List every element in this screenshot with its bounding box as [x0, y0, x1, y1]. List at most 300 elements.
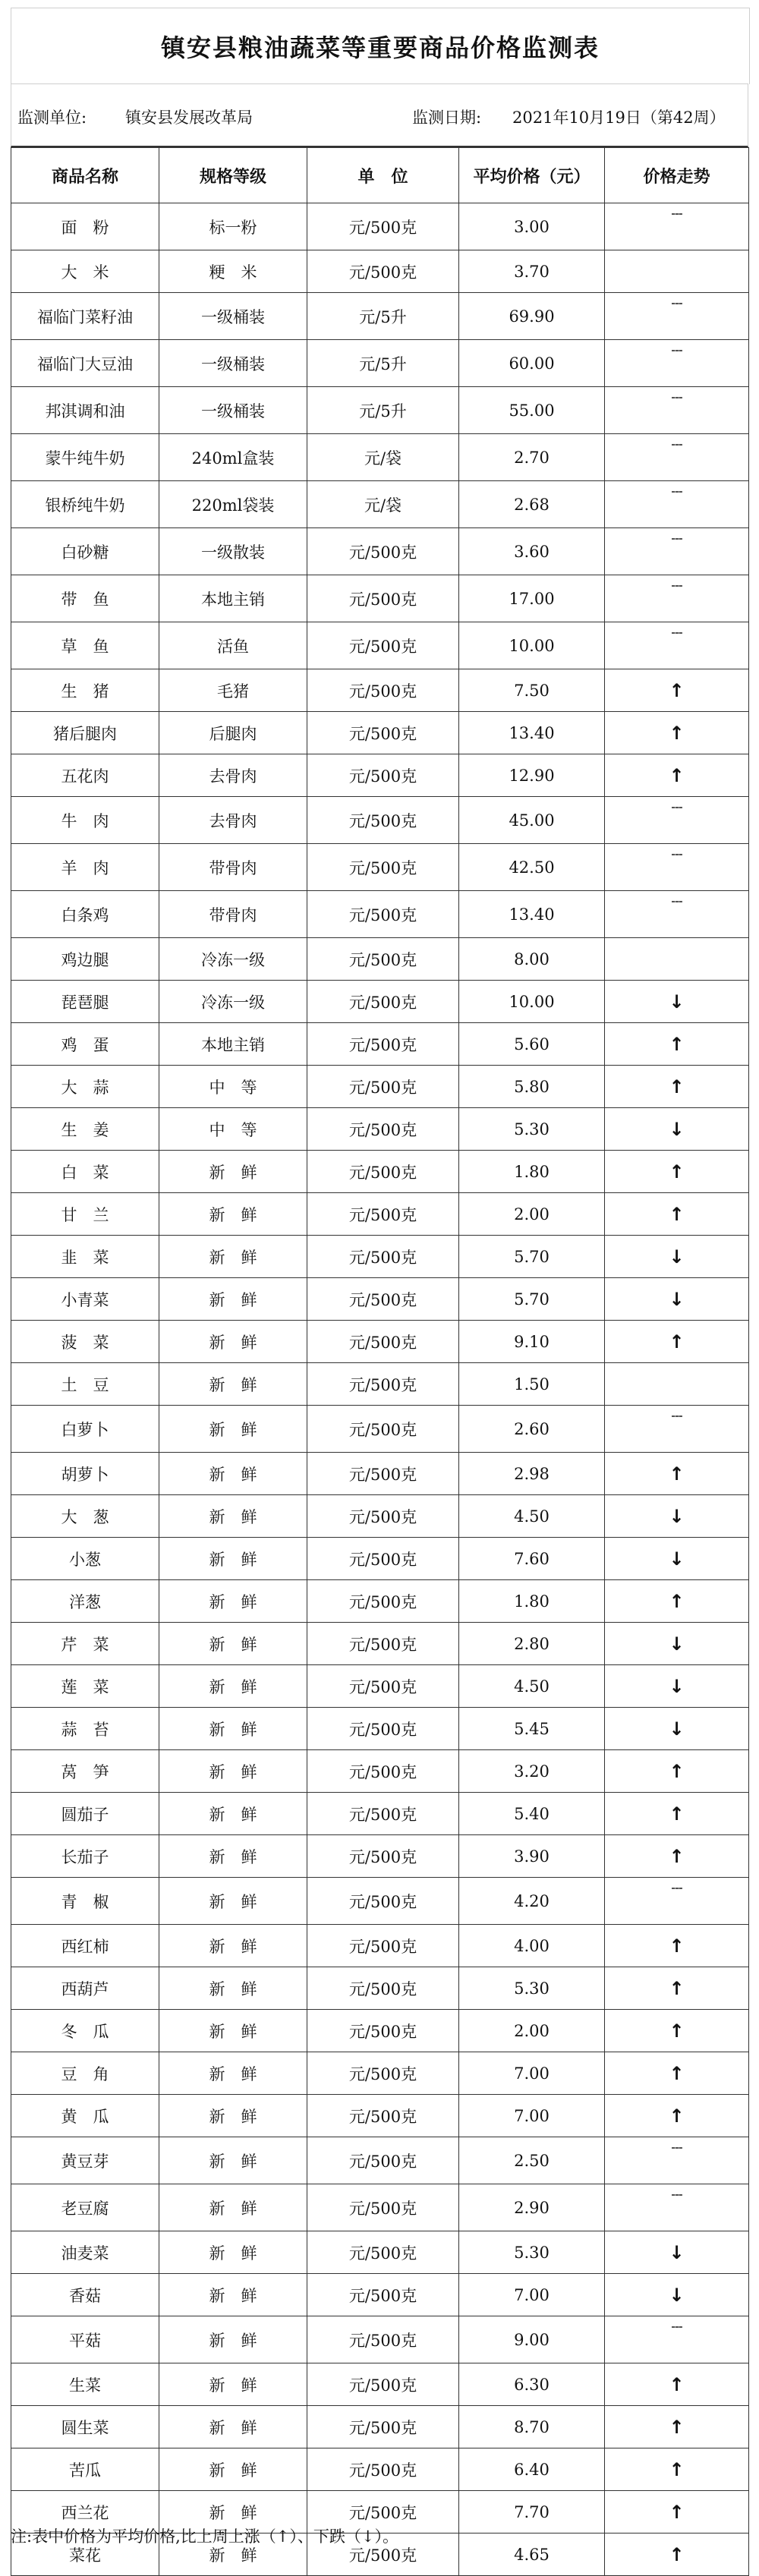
cell-trend: ---: [605, 528, 749, 575]
cell-trend: ↓: [605, 1665, 749, 1708]
table-row: [11, 2184, 749, 2231]
cell-name: 面 粉: [11, 203, 159, 250]
cell-price: 7.00: [459, 2095, 605, 2137]
cell-grade: 新 鲜: [159, 1321, 307, 1363]
cell-trend: ---: [605, 2184, 749, 2231]
cell-price: 7.60: [459, 1538, 605, 1580]
cell-unit: 元/500克: [307, 622, 459, 669]
cell-name: 长茄子: [11, 1835, 159, 1878]
cell-unit: 元/5升: [307, 340, 459, 387]
cell-price: 8.00: [459, 938, 605, 981]
cell-grade: 中 等: [159, 1066, 307, 1108]
cell-grade: 本地主销: [159, 575, 307, 622]
cell-name: 韭 菜: [11, 1236, 159, 1278]
cell-trend: ---: [605, 387, 749, 434]
cell-name: 小葱: [11, 1538, 159, 1580]
cell-name: 大 葱: [11, 1495, 159, 1538]
cell-grade: 冷冻一级: [159, 938, 307, 981]
cell-unit: 元/500克: [307, 891, 459, 938]
cell-unit: 元/500克: [307, 1750, 459, 1793]
cell-unit: 元/500克: [307, 2095, 459, 2137]
table-row: [11, 1193, 749, 1236]
table-row: [11, 575, 749, 622]
cell-trend: ---: [605, 293, 749, 340]
cell-unit: 元/500克: [307, 1878, 459, 1925]
cell-grade: 新 鲜: [159, 1793, 307, 1835]
table-row: [11, 293, 749, 340]
cell-trend: ↓: [605, 2274, 749, 2316]
cell-price: 7.00: [459, 2274, 605, 2316]
cell-unit: 元/500克: [307, 1925, 459, 1967]
table-row: [11, 2095, 749, 2137]
cell-price: 3.60: [459, 528, 605, 575]
cell-trend: ↑: [605, 2491, 749, 2533]
cell-unit: 元/500克: [307, 1665, 459, 1708]
cell-price: 3.70: [459, 250, 605, 293]
table-row: [11, 1967, 749, 2010]
table-row: [11, 1151, 749, 1193]
table-row: [11, 2274, 749, 2316]
cell-unit: 元/500克: [307, 2316, 459, 2363]
cell-grade: 标一粉: [159, 203, 307, 250]
table-row: [11, 1066, 749, 1108]
cell-name: 菜花: [11, 2533, 159, 2576]
table-row: [11, 844, 749, 891]
cell-name: 菠 菜: [11, 1321, 159, 1363]
table-row: [11, 2363, 749, 2406]
cell-name: 带 鱼: [11, 575, 159, 622]
header-unit: 单 位: [307, 148, 459, 203]
header-grade: 规格等级: [159, 148, 307, 203]
cell-grade: 新 鲜: [159, 2052, 307, 2095]
page-title: 镇安县粮油蔬菜等重要商品价格监测表: [11, 8, 750, 84]
cell-grade: 新 鲜: [159, 1278, 307, 1321]
cell-trend: ---: [605, 340, 749, 387]
cell-unit: 元/500克: [307, 1236, 459, 1278]
cell-grade: 带骨肉: [159, 844, 307, 891]
cell-name: 邦淇调和油: [11, 387, 159, 434]
cell-trend: ---: [605, 797, 749, 844]
table-row: [11, 981, 749, 1023]
cell-trend: ↑: [605, 2406, 749, 2448]
table-row: [11, 669, 749, 712]
cell-unit: 元/500克: [307, 2137, 459, 2184]
cell-trend: ↑: [605, 1023, 749, 1066]
cell-grade: 活鱼: [159, 622, 307, 669]
cell-price: 2.98: [459, 1453, 605, 1495]
cell-trend: [605, 938, 749, 981]
cell-name: 猪后腿肉: [11, 712, 159, 754]
cell-grade: 新 鲜: [159, 1835, 307, 1878]
cell-price: 9.00: [459, 2316, 605, 2363]
cell-trend: ↑: [605, 754, 749, 797]
cell-grade: 粳 米: [159, 250, 307, 293]
cell-price: 3.00: [459, 203, 605, 250]
cell-price: 3.90: [459, 1835, 605, 1878]
cell-unit: 元/袋: [307, 434, 459, 481]
cell-trend: ↑: [605, 1580, 749, 1623]
cell-name: 牛 肉: [11, 797, 159, 844]
cell-grade: 新 鲜: [159, 1406, 307, 1453]
price-table: [11, 147, 749, 2576]
cell-name: 平菇: [11, 2316, 159, 2363]
cell-grade: 新 鲜: [159, 1538, 307, 1580]
cell-name: 黄豆芽: [11, 2137, 159, 2184]
cell-name: 银桥纯牛奶: [11, 481, 159, 528]
cell-trend: ↑: [605, 1066, 749, 1108]
cell-trend: ↑: [605, 2533, 749, 2576]
table-row: [11, 2448, 749, 2491]
cell-unit: 元/500克: [307, 844, 459, 891]
cell-price: 12.90: [459, 754, 605, 797]
cell-name: 蒙牛纯牛奶: [11, 434, 159, 481]
cell-trend: ↑: [605, 1925, 749, 1967]
cell-unit: 元/500克: [307, 2184, 459, 2231]
table-row: [11, 1878, 749, 1925]
cell-trend: ↓: [605, 1708, 749, 1750]
cell-unit: 元/500克: [307, 1363, 459, 1406]
cell-grade: 后腿肉: [159, 712, 307, 754]
table-row: [11, 1708, 749, 1750]
cell-name: 油麦菜: [11, 2231, 159, 2274]
cell-grade: 新 鲜: [159, 2137, 307, 2184]
cell-grade: 新 鲜: [159, 1967, 307, 2010]
cell-name: 洋葱: [11, 1580, 159, 1623]
cell-price: 6.30: [459, 2363, 605, 2406]
table-row: [11, 1623, 749, 1665]
cell-unit: 元/500克: [307, 575, 459, 622]
cell-name: 黄 瓜: [11, 2095, 159, 2137]
table-row: [11, 528, 749, 575]
cell-price: 42.50: [459, 844, 605, 891]
cell-unit: 元/500克: [307, 1023, 459, 1066]
cell-unit: 元/500克: [307, 2533, 459, 2576]
cell-name: 生菜: [11, 2363, 159, 2406]
unit-value: 镇安县发展改革局: [125, 109, 253, 127]
cell-grade: 220ml袋装: [159, 481, 307, 528]
table-row: [11, 1750, 749, 1793]
cell-unit: 元/500克: [307, 669, 459, 712]
cell-trend: ↑: [605, 2010, 749, 2052]
cell-unit: 元/500克: [307, 797, 459, 844]
table-row: [11, 2316, 749, 2363]
cell-price: 5.70: [459, 1278, 605, 1321]
cell-grade: 新 鲜: [159, 1236, 307, 1278]
cell-name: 苦瓜: [11, 2448, 159, 2491]
cell-price: 13.40: [459, 891, 605, 938]
cell-grade: 新 鲜: [159, 2406, 307, 2448]
cell-name: 鸡边腿: [11, 938, 159, 981]
cell-price: 5.45: [459, 1708, 605, 1750]
cell-trend: [605, 1363, 749, 1406]
cell-trend: ↑: [605, 1453, 749, 1495]
table-row: [11, 2010, 749, 2052]
cell-name: 羊 肉: [11, 844, 159, 891]
table-row: [11, 1453, 749, 1495]
cell-grade: 新 鲜: [159, 2316, 307, 2363]
table-row: [11, 387, 749, 434]
cell-price: 5.40: [459, 1793, 605, 1835]
cell-price: 4.20: [459, 1878, 605, 1925]
header-name: 商品名称: [11, 148, 159, 203]
cell-price: 10.00: [459, 622, 605, 669]
cell-unit: 元/500克: [307, 2010, 459, 2052]
cell-grade: 本地主销: [159, 1023, 307, 1066]
cell-name: 老豆腐: [11, 2184, 159, 2231]
cell-name: 草 鱼: [11, 622, 159, 669]
cell-trend: ↑: [605, 2363, 749, 2406]
date-value: 2021年10月19日（第42周）: [512, 109, 726, 127]
cell-grade: 新 鲜: [159, 1665, 307, 1708]
header-trend: 价格走势: [605, 148, 749, 203]
cell-price: 4.00: [459, 1925, 605, 1967]
cell-trend: ↓: [605, 981, 749, 1023]
table-row: [11, 1793, 749, 1835]
cell-trend: ---: [605, 575, 749, 622]
cell-trend: ---: [605, 1878, 749, 1925]
cell-price: 13.40: [459, 712, 605, 754]
cell-name: 大 米: [11, 250, 159, 293]
cell-trend: ---: [605, 844, 749, 891]
table-row: [11, 1108, 749, 1151]
cell-grade: 毛猪: [159, 669, 307, 712]
cell-unit: 元/500克: [307, 1580, 459, 1623]
cell-price: 45.00: [459, 797, 605, 844]
cell-grade: 240ml盒装: [159, 434, 307, 481]
cell-unit: 元/500克: [307, 250, 459, 293]
cell-name: 白条鸡: [11, 891, 159, 938]
cell-name: 福临门菜籽油: [11, 293, 159, 340]
cell-unit: 元/500克: [307, 528, 459, 575]
cell-trend: ↑: [605, 1151, 749, 1193]
cell-unit: 元/500克: [307, 1495, 459, 1538]
cell-unit: 元/5升: [307, 387, 459, 434]
cell-name: 芹 菜: [11, 1623, 159, 1665]
table-row: [11, 1495, 749, 1538]
table-row: [11, 203, 749, 250]
cell-unit: 元/500克: [307, 1793, 459, 1835]
cell-price: 5.30: [459, 1967, 605, 2010]
cell-price: 2.70: [459, 434, 605, 481]
table-row: [11, 340, 749, 387]
cell-name: 蒜 苔: [11, 1708, 159, 1750]
cell-price: 2.00: [459, 2010, 605, 2052]
cell-name: 五花肉: [11, 754, 159, 797]
cell-grade: 新 鲜: [159, 2010, 307, 2052]
cell-grade: 新 鲜: [159, 1363, 307, 1406]
cell-grade: 中 等: [159, 1108, 307, 1151]
cell-trend: ---: [605, 2137, 749, 2184]
cell-price: 5.60: [459, 1023, 605, 1066]
cell-unit: 元/500克: [307, 938, 459, 981]
cell-price: 10.00: [459, 981, 605, 1023]
cell-unit: 元/500克: [307, 1151, 459, 1193]
cell-unit: 元/500克: [307, 2052, 459, 2095]
cell-name: 生 姜: [11, 1108, 159, 1151]
cell-grade: 新 鲜: [159, 2095, 307, 2137]
table-row: [11, 938, 749, 981]
cell-name: 西兰花: [11, 2491, 159, 2533]
cell-price: 7.00: [459, 2052, 605, 2095]
unit-label: 监测单位:: [17, 109, 87, 127]
cell-price: 7.50: [459, 669, 605, 712]
cell-unit: 元/500克: [307, 2231, 459, 2274]
cell-grade: 新 鲜: [159, 2363, 307, 2406]
cell-price: 55.00: [459, 387, 605, 434]
table-header-row: [11, 148, 749, 203]
cell-price: 7.70: [459, 2491, 605, 2533]
cell-name: 小青菜: [11, 1278, 159, 1321]
cell-trend: ↓: [605, 1623, 749, 1665]
cell-unit: 元/袋: [307, 481, 459, 528]
cell-unit: 元/500克: [307, 2363, 459, 2406]
cell-name: 圆茄子: [11, 1793, 159, 1835]
cell-price: 2.00: [459, 1193, 605, 1236]
cell-grade: 新 鲜: [159, 2184, 307, 2231]
table-row: [11, 1363, 749, 1406]
cell-trend: ---: [605, 2316, 749, 2363]
cell-grade: 新 鲜: [159, 1750, 307, 1793]
cell-trend: ---: [605, 434, 749, 481]
cell-grade: 去骨肉: [159, 754, 307, 797]
cell-trend: ---: [605, 481, 749, 528]
cell-trend: ↑: [605, 712, 749, 754]
table-row: [11, 1236, 749, 1278]
table-row: [11, 1835, 749, 1878]
table-row: [11, 754, 749, 797]
cell-unit: 元/500克: [307, 1835, 459, 1878]
table-row: [11, 1538, 749, 1580]
cell-grade: 冷冻一级: [159, 981, 307, 1023]
cell-name: 冬 瓜: [11, 2010, 159, 2052]
cell-trend: ↑: [605, 1967, 749, 2010]
table-row: [11, 1925, 749, 1967]
table-row: [11, 2137, 749, 2184]
cell-grade: 一级散装: [159, 528, 307, 575]
cell-trend: ---: [605, 891, 749, 938]
cell-trend: ↑: [605, 2448, 749, 2491]
cell-grade: 一级桶装: [159, 293, 307, 340]
cell-unit: 元/500克: [307, 1406, 459, 1453]
cell-unit: 元/5升: [307, 293, 459, 340]
cell-unit: 元/500克: [307, 1321, 459, 1363]
cell-trend: ↓: [605, 1495, 749, 1538]
cell-trend: ↓: [605, 2231, 749, 2274]
cell-unit: 元/500克: [307, 2448, 459, 2491]
cell-unit: 元/500克: [307, 1708, 459, 1750]
cell-unit: 元/500克: [307, 754, 459, 797]
cell-unit: 元/500克: [307, 2274, 459, 2316]
cell-unit: 元/500克: [307, 1066, 459, 1108]
cell-unit: 元/500克: [307, 203, 459, 250]
cell-trend: ↑: [605, 1793, 749, 1835]
cell-price: 1.80: [459, 1151, 605, 1193]
table-row: [11, 434, 749, 481]
cell-trend: ---: [605, 203, 749, 250]
cell-name: 甘 兰: [11, 1193, 159, 1236]
cell-name: 西红柿: [11, 1925, 159, 1967]
cell-trend: ↑: [605, 1835, 749, 1878]
table-row: [11, 2406, 749, 2448]
cell-name: 白萝卜: [11, 1406, 159, 1453]
table-row: [11, 1023, 749, 1066]
table-row: [11, 891, 749, 938]
cell-trend: ↑: [605, 1750, 749, 1793]
cell-unit: 元/500克: [307, 981, 459, 1023]
cell-price: 2.80: [459, 1623, 605, 1665]
cell-price: 4.65: [459, 2533, 605, 2576]
cell-price: 2.60: [459, 1406, 605, 1453]
cell-trend: ↑: [605, 2052, 749, 2095]
cell-trend: ↓: [605, 1538, 749, 1580]
cell-grade: 新 鲜: [159, 1708, 307, 1750]
cell-name: 莲 菜: [11, 1665, 159, 1708]
cell-grade: 新 鲜: [159, 2274, 307, 2316]
table-row: [11, 797, 749, 844]
table-row: [11, 481, 749, 528]
cell-name: 青 椒: [11, 1878, 159, 1925]
cell-name: 鸡 蛋: [11, 1023, 159, 1066]
cell-price: 8.70: [459, 2406, 605, 2448]
cell-name: 土 豆: [11, 1363, 159, 1406]
cell-name: 圆生菜: [11, 2406, 159, 2448]
cell-price: 9.10: [459, 1321, 605, 1363]
cell-grade: 新 鲜: [159, 2231, 307, 2274]
table-row: [11, 2231, 749, 2274]
cell-grade: 新 鲜: [159, 1151, 307, 1193]
info-bar: [11, 83, 748, 147]
cell-grade: 一级桶装: [159, 340, 307, 387]
table-row: [11, 1321, 749, 1363]
cell-grade: 新 鲜: [159, 2448, 307, 2491]
cell-trend: ↑: [605, 2095, 749, 2137]
cell-trend: ↓: [605, 1236, 749, 1278]
cell-name: 胡萝卜: [11, 1453, 159, 1495]
cell-unit: 元/500克: [307, 1193, 459, 1236]
cell-unit: 元/500克: [307, 2491, 459, 2533]
table-row: [11, 712, 749, 754]
cell-grade: 去骨肉: [159, 797, 307, 844]
cell-unit: 元/500克: [307, 712, 459, 754]
cell-grade: 新 鲜: [159, 1193, 307, 1236]
cell-name: 琵琶腿: [11, 981, 159, 1023]
cell-unit: 元/500克: [307, 1453, 459, 1495]
cell-trend: ↑: [605, 1193, 749, 1236]
table-row: [11, 250, 749, 293]
cell-trend: ↓: [605, 1108, 749, 1151]
cell-grade: 一级桶装: [159, 387, 307, 434]
table-row: [11, 2052, 749, 2095]
cell-name: 福临门大豆油: [11, 340, 159, 387]
cell-price: 2.68: [459, 481, 605, 528]
cell-price: 6.40: [459, 2448, 605, 2491]
cell-price: 1.50: [459, 1363, 605, 1406]
cell-price: 4.50: [459, 1665, 605, 1708]
cell-trend: ---: [605, 622, 749, 669]
cell-grade: 新 鲜: [159, 1878, 307, 1925]
cell-unit: 元/500克: [307, 1623, 459, 1665]
cell-price: 2.90: [459, 2184, 605, 2231]
cell-name: 白砂糖: [11, 528, 159, 575]
cell-name: 白 菜: [11, 1151, 159, 1193]
cell-price: 60.00: [459, 340, 605, 387]
cell-unit: 元/500克: [307, 1108, 459, 1151]
cell-unit: 元/500克: [307, 1538, 459, 1580]
cell-trend: ---: [605, 1406, 749, 1453]
cell-grade: 新 鲜: [159, 2533, 307, 2576]
cell-grade: 新 鲜: [159, 1623, 307, 1665]
cell-name: 大 蒜: [11, 1066, 159, 1108]
